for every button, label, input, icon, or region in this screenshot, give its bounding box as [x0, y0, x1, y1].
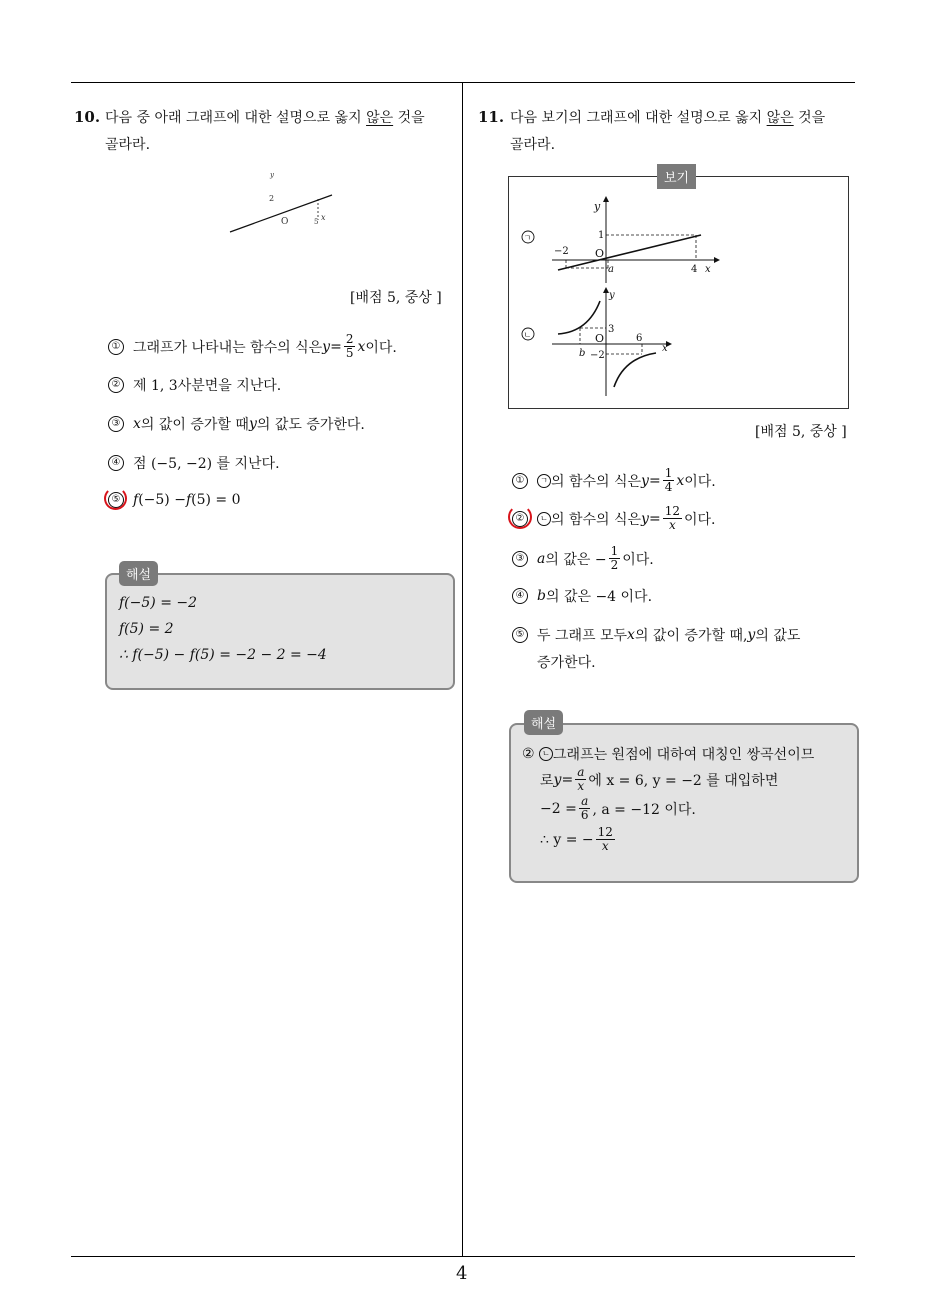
q10-solution-line-1: f(−5) = −2 — [119, 595, 198, 611]
option-number: ⑤ — [108, 492, 124, 508]
q10-option-5[interactable]: ⑤ f (−5) − f (5) = 0 — [108, 492, 241, 508]
q10-option-1[interactable]: ① 그래프가 나타내는 함수의 식은 y = $\frac{2}{5}$ x 이다. — [108, 333, 397, 360]
graph2-three-label: 3 — [608, 324, 615, 335]
graph1-a-label: a — [608, 264, 614, 275]
graph1-x-label: x — [705, 264, 711, 275]
bogi-tag: 보기 — [657, 164, 696, 189]
bottom-rule — [71, 1256, 855, 1257]
option-number: ① — [512, 473, 528, 489]
graph1-four-label: 4 — [691, 264, 698, 275]
q11-solution-line-1: ② ㄴ 그래프는 원점에 대하여 대칭인 쌍곡선이므 — [522, 746, 815, 763]
bogi-graphs — [508, 176, 847, 407]
question-10-score: [배점 5, 중상 ] — [350, 290, 442, 306]
q10-graph-y-label: y — [270, 171, 274, 179]
option-number: ③ — [108, 416, 124, 432]
q11-option-5[interactable]: ⑤ 두 그래프 모두 x 의 값이 증가할 때, y 의 값도 — [512, 625, 800, 645]
answer-mark-q11 — [508, 505, 532, 529]
question-11-score: [배점 5, 중상 ] — [755, 424, 847, 440]
graph2-neg2-label: −2 — [590, 350, 605, 361]
q11-solution-line-2: 로 y = $\frac{a}{x}$ 에 x = 6, y = −2 를 대입하면 — [540, 765, 779, 793]
q11-option-1[interactable]: ① ㄱ 의 함수의 식은 y = $\frac{1}{4}$ x 이다. — [512, 467, 716, 494]
option-number: ③ — [512, 551, 528, 567]
graph2-x-label: x — [662, 343, 668, 354]
option-number: ① — [108, 339, 124, 355]
q11-option-5-line2: 증가한다. — [537, 655, 596, 671]
question-10-number: 10. — [74, 108, 101, 126]
option-number: ④ — [512, 588, 528, 604]
q10-graph-2-label: 2 — [269, 194, 275, 203]
q11-option-2[interactable]: ② ㄴ 의 함수의 식은 y = $\frac{12}{x}$ 이다. — [512, 505, 715, 532]
q11-solution-line-4: ∴ y = − $\frac{12}{x}$ — [540, 825, 613, 853]
option-number: ② — [512, 511, 528, 527]
graph2-origin-label: O — [595, 332, 605, 345]
option-number: ④ — [108, 455, 124, 471]
graph1-y-label: y — [594, 200, 601, 213]
q11-solution-line-3: −2 = $\frac{a}{6}$ , a = −12 이다. — [540, 794, 696, 822]
q10-option-4[interactable]: ④ 점 (−5, −2) 를 지난다. — [108, 453, 280, 473]
column-divider — [462, 82, 463, 1257]
circled-marker: ㄱ — [537, 474, 551, 488]
q10-solution-line-3: ∴ f(−5) − f(5) = −2 − 2 = −4 — [119, 647, 327, 663]
graph2-six-label: 6 — [636, 333, 643, 344]
q10-option-2[interactable]: ② 제 1, 3사분면을 지난다. — [108, 375, 281, 395]
top-rule — [71, 82, 855, 83]
graph1-one-label: 1 — [598, 230, 605, 241]
graph1-marker: ㄱ — [523, 233, 532, 243]
question-11-number: 11. — [478, 108, 505, 126]
q10-option-3[interactable]: ③ x 의 값이 증가할 때 y 의 값도 증가한다. — [108, 414, 365, 434]
option-number: ② — [108, 377, 124, 393]
q10-solution-tag: 해설 — [119, 561, 158, 586]
page-number: 4 — [456, 1263, 468, 1284]
graph2-marker: ㄴ — [523, 330, 532, 340]
graph1-origin-label: O — [595, 247, 605, 260]
q11-option-4[interactable]: ④ b 의 값은 −4 이다. — [512, 586, 652, 606]
question-10-text: 다음 중 아래 그래프에 대한 설명으로 옳지 않은 것을 골라라. — [105, 110, 425, 153]
answer-mark-q10 — [104, 487, 127, 510]
graph1-neg2-label: −2 — [554, 246, 569, 257]
q10-solution-line-2: f(5) = 2 — [119, 621, 174, 637]
circled-marker: ㄴ — [537, 512, 551, 526]
question-11-text: 다음 보기의 그래프에 대한 설명으로 옳지 않은 것을 골라라. — [510, 110, 826, 153]
q11-option-3[interactable]: ③ a 의 값은 − $\frac{1}{2}$ 이다. — [512, 545, 654, 572]
circled-marker: ㄴ — [539, 747, 553, 761]
q10-graph-5-label: 5 — [314, 218, 319, 226]
option-number: ⑤ — [512, 627, 528, 643]
q10-graph-origin-label: O — [281, 217, 289, 227]
graph2-b-label: b — [579, 348, 586, 359]
question-10-graph — [220, 165, 360, 245]
graph2-y-label: y — [609, 290, 615, 301]
q10-graph-x-label: x — [321, 213, 326, 222]
q11-solution-tag: 해설 — [524, 710, 563, 735]
